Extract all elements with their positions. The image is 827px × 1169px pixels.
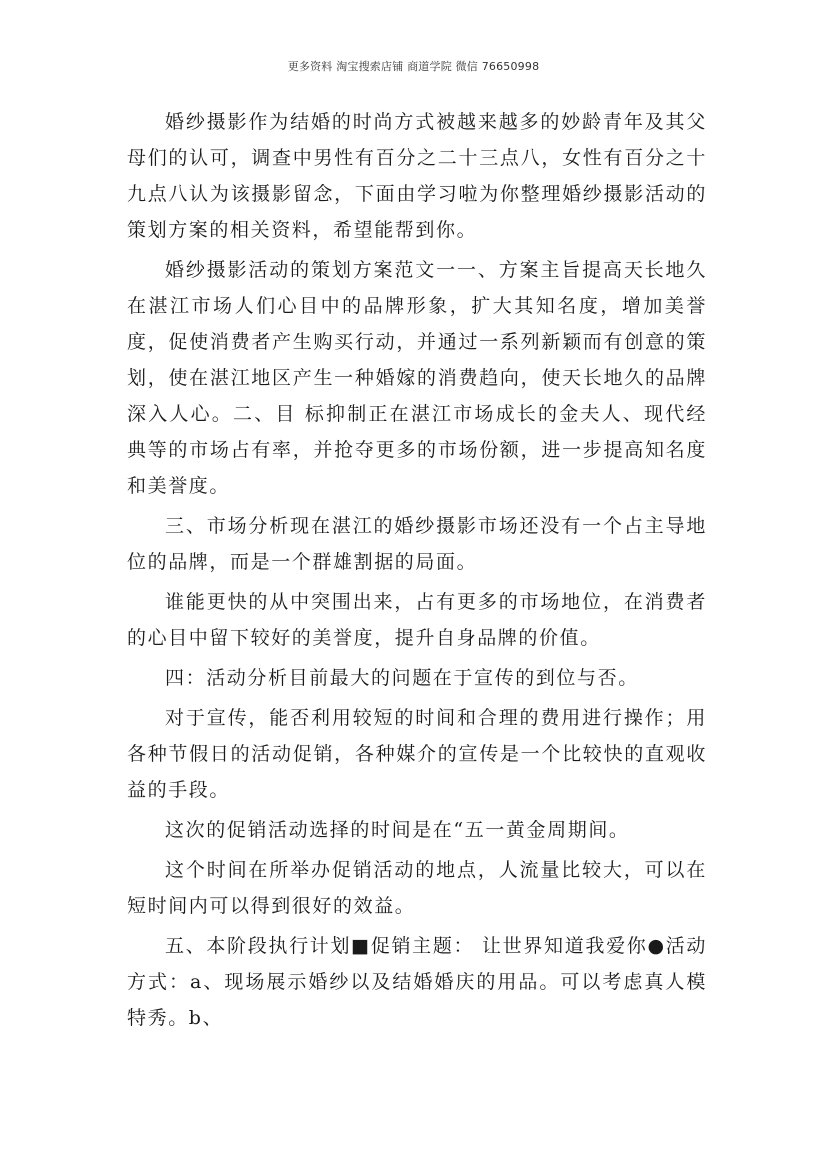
paragraph-activity-analysis: 四：活动分析目前最大的问题在于宣传的到位与否。: [165, 667, 639, 689]
paragraph-intro: 婚纱摄影作为结婚的时尚方式被越来越多的妙龄青年及其父母们的认可，调查中男性有百分之二十三点八，女性有百分之十九点八认为该摄影留念，下面由学习啦为你整理婚纱摄影活动的策划方案的相关资料，希望能帮到你。: [127, 111, 707, 241]
paragraph-promotion: 对于宣传，能否利用较短的时间和合理的费用进行操作；用各种节假日的活动促销，各种媒介的宣传是一个比较快的直观收益的手段。: [127, 707, 707, 801]
document-body: [127, 104, 707, 1040]
paragraph-timing: 这次的促销活动选择的时间是在“五一黄金周期间。: [165, 819, 630, 841]
paragraph-market-analysis: 三、市场分析现在湛江的婚纱摄影市场还没有一个占主导地位的品牌，而是一个群雄割据的局面。: [127, 515, 707, 573]
paragraph-location: 这个时间在所举办促销活动的地点，人流量比较大，可以在短时间内可以得到很好的效益。: [127, 859, 707, 917]
paragraph-execution-plan: 五、本阶段执行计划■促销主题： 让世界知道我爱你●活动方式：a、现场展示婚纱以及结婚婚庆的用品。可以考虑真人模特秀。b、: [127, 935, 707, 1029]
paragraph-breakout: 谁能更快的从中突围出来，占有更多的市场地位，在消费者的心目中留下较好的美誉度，提升自身品牌的价值。: [127, 591, 707, 649]
page-header: 更多资料 淘宝搜索店铺 商道学院 微信 76650998: [287, 60, 540, 73]
paragraph-plan-sample: 婚纱摄影活动的策划方案范文一一、方案主旨提高天长地久在湛江市场人们心目中的品牌形象，扩大其知名度，增加美誉度，促使消费者产生购买行动，并通过一系列新颖而有创意的策划，使在湛江地区产生一种婚嫁的消费趋向，使天长地久的品牌深入人心。二、目 标抑制正在湛江市场成长的金夫人、现代经典等的市场占有率，并抢夺更多的市场份额，进一步提高知名度和美誉度。: [127, 259, 707, 497]
